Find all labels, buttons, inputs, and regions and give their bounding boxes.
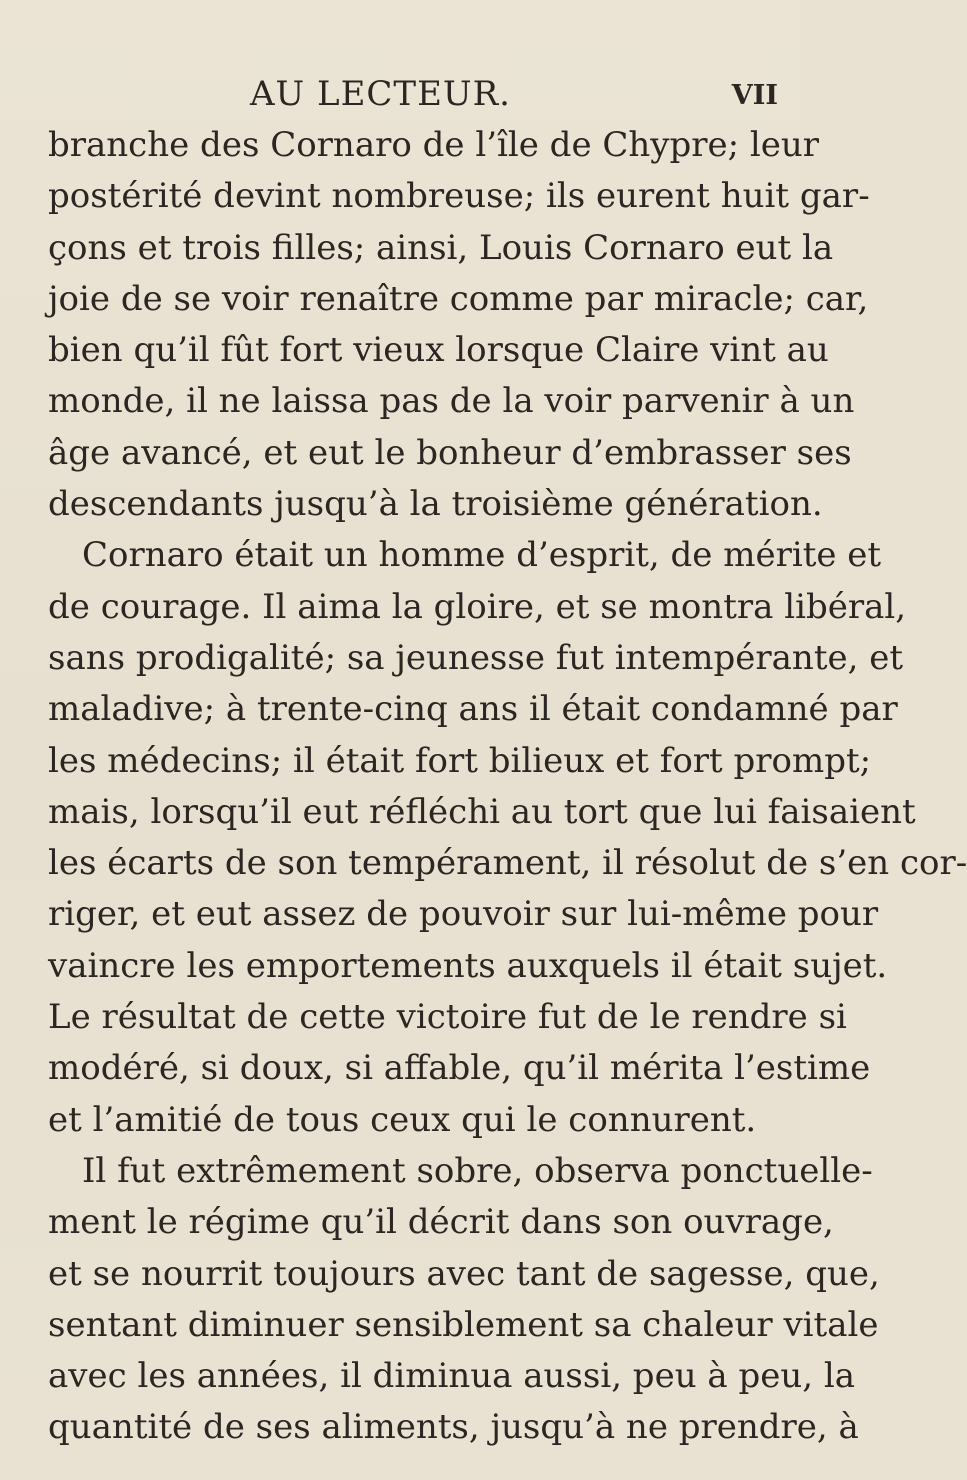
text-line: descendants jusqu’à la troisième génération. — [48, 484, 823, 525]
text-line: ment le régime qu’il décrit dans son ouvrage, — [48, 1202, 834, 1243]
text-line: avec les années, il diminua aussi, peu à peu, la — [48, 1356, 856, 1397]
text-line: quantité de ses aliments, jusqu’à ne prendre, à — [48, 1407, 859, 1448]
text-line: Cornaro était un homme d’esprit, de mérite et — [82, 535, 882, 576]
text-line: branche des Cornaro de l’île de Chypre; leur — [48, 125, 820, 165]
text-line: les écarts de son tempérament, il résolut de s’en cor- — [48, 843, 967, 884]
running-head — [0, 72, 800, 116]
text-line: les médecins; il était fort bilieux et fort prompt; — [48, 740, 872, 781]
running-head-title: AU LECTEUR. — [250, 74, 511, 114]
text-line: sans prodigalité; sa jeunesse fut intempérante, et — [48, 637, 903, 678]
text-line: et se nourrit toujours avec tant de sagesse, que, — [48, 1253, 880, 1294]
text-line: monde, il ne laissa pas de la voir parvenir à un — [48, 381, 855, 422]
text-line: mais, lorsqu’il eut réfléchi au tort que lui faisaient — [48, 791, 916, 832]
text-line: joie de se voir renaître comme par miracle; car, — [48, 278, 869, 319]
text-line: Il fut extrêmement sobre, observa ponctuelle- — [82, 1150, 873, 1191]
text-line: postérité devint nombreuse; ils eurent huit gar- — [48, 176, 870, 217]
text-line: âge avancé, et eut le bonheur d’embrasser ses — [48, 432, 852, 473]
text-line: riger, et eut assez de pouvoir sur lui-même pour — [48, 894, 879, 935]
body-text — [48, 120, 967, 1448]
text-line: çons et trois filles; ainsi, Louis Cornaro eut la — [48, 227, 834, 268]
text-line: sentant diminuer sensiblement sa chaleur vitale — [48, 1304, 879, 1345]
text-line: et l’amitié de tous ceux qui le connurent. — [48, 1099, 757, 1140]
page-number: VII — [731, 80, 778, 111]
text-line: maladive; à trente-cinq ans il était condamné par — [48, 689, 898, 730]
text-line: vaincre les emportements auxquels il était sujet. — [48, 945, 888, 986]
text-line: de courage. Il aima la gloire, et se montra libéral, — [48, 586, 907, 627]
text-line: bien qu’il fût fort vieux lorsque Claire vint au — [48, 330, 829, 371]
text-line: Le résultat de cette victoire fut de le rendre si — [48, 997, 847, 1038]
text-line: modéré, si doux, si affable, qu’il mérita l’estime — [48, 1048, 871, 1089]
